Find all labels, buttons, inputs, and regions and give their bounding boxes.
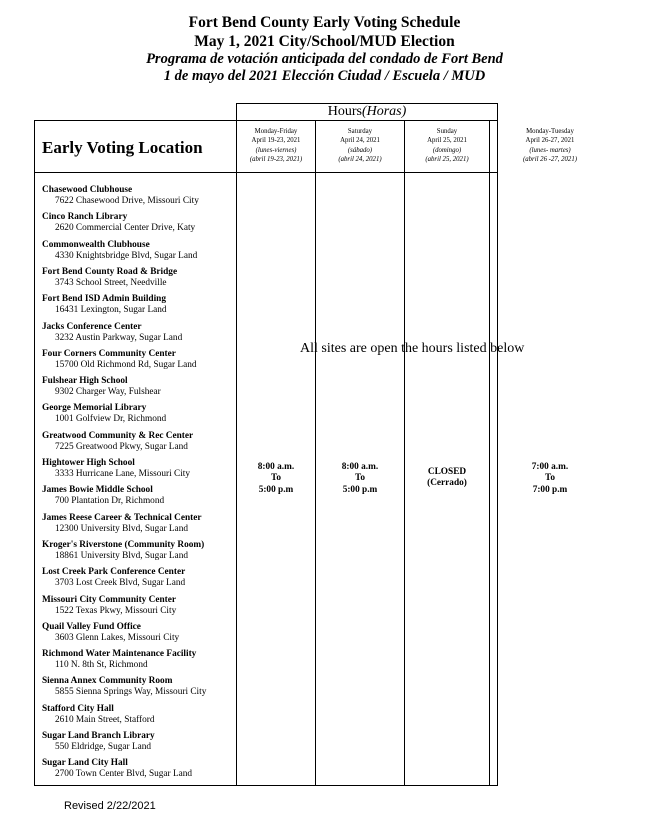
column-day: Monday-Friday — [254, 128, 298, 135]
column-day: Sunday — [436, 128, 458, 135]
location-item — [42, 212, 195, 234]
column-day: Saturday — [347, 128, 373, 135]
document-title-spanish: Programa de votación anticipada del condado de Fort Bend — [146, 51, 503, 67]
column-header-sunday — [405, 127, 489, 165]
hours-to: To — [271, 473, 281, 484]
column-day-spanish: (lunes- martes) — [529, 146, 571, 154]
location-name: Missouri City Community Center — [42, 594, 177, 605]
location-name: Fulshear High School — [42, 376, 128, 387]
location-item — [42, 704, 155, 726]
column-date: April 24, 2021 — [340, 137, 380, 145]
location-name: Four Corners Community Center — [42, 348, 176, 359]
location-item — [42, 376, 161, 398]
location-item — [42, 567, 185, 589]
column-divider-1 — [236, 120, 237, 786]
location-name: Sugar Land City Hall — [42, 758, 128, 769]
table-header-divider — [34, 172, 498, 173]
location-item — [42, 322, 182, 344]
location-name: Greatwood Community & Rec Center — [42, 430, 194, 441]
location-name: Hightower High School — [42, 458, 135, 468]
hours-open: 8:00 a.m. — [257, 462, 295, 472]
location-address: 2620 Commercial Center Drive, Katy — [55, 223, 196, 234]
location-item — [42, 458, 190, 480]
location-item — [42, 758, 192, 780]
location-address: 2700 Town Center Blvd, Sugar Land — [55, 769, 193, 780]
location-item — [42, 240, 197, 262]
location-address: 9302 Charger Way, Fulshear — [55, 387, 161, 398]
location-name: Kroger's Riverstone (Community Room) — [42, 539, 205, 550]
location-item — [42, 403, 166, 425]
location-address: 12300 University Blvd, Sugar Land — [55, 523, 188, 534]
location-item — [42, 485, 164, 507]
location-address: 7225 Greatwood Pkwy, Sugar Land — [55, 441, 188, 452]
location-name: James Bowie Middle School — [42, 485, 153, 496]
location-name: Lost Creek Park Conference Center — [42, 567, 186, 578]
column-divider-4 — [489, 120, 490, 786]
column-header-weekday — [236, 127, 316, 165]
location-name: Chasewood Clubhouse — [42, 185, 133, 195]
location-item — [42, 431, 193, 453]
location-address: 7622 Chasewood Drive, Missouri City — [55, 196, 199, 206]
column-divider-3 — [404, 120, 405, 786]
location-item — [42, 595, 176, 617]
column-date: April 19-23, 2021 — [251, 137, 301, 145]
location-address: 3603 Glenn Lakes, Missouri City — [55, 632, 180, 643]
location-address: 3232 Austin Parkway, Sugar Land — [55, 332, 183, 343]
location-item — [42, 349, 197, 371]
hours-close: 5:00 p.m — [342, 484, 378, 495]
location-name: Stafford City Hall — [42, 703, 114, 714]
column-day-spanish: (domingo) — [432, 146, 462, 154]
hours-closed-spanish: (Cerrado) — [427, 478, 467, 489]
location-address: 5855 Sienna Springs Way, Missouri City — [55, 687, 207, 698]
column-day-spanish: (sábado) — [347, 146, 373, 154]
column-date: April 25, 2021 — [427, 137, 467, 145]
document-subtitle-spanish: 1 de mayo del 2021 Elección Ciudad / Escuela / MUD — [163, 68, 486, 84]
location-item — [42, 676, 206, 698]
location-address: 16431 Lexington, Sugar Land — [55, 305, 167, 316]
location-name: Fort Bend County Road & Bridge — [42, 266, 178, 277]
hours-close: 5:00 p.m — [258, 484, 294, 495]
location-address: 1001 Golfview Dr, Richmond — [55, 414, 167, 425]
location-address: 700 Plantation Dr, Richmond — [55, 496, 165, 507]
document-subtitle: May 1, 2021 City/School/MUD Election — [194, 33, 455, 50]
hours-label-spanish: (Horas) — [361, 104, 407, 119]
location-name: Richmond Water Maintenance Facility — [42, 649, 197, 660]
location-address: 3703 Lost Creek Blvd, Sugar Land — [55, 578, 186, 589]
location-column-header: Early Voting Location — [42, 138, 203, 157]
location-name: James Reese Career & Technical Center — [42, 512, 202, 523]
hours-cell-mon-tue — [490, 462, 610, 496]
location-name: Fort Bend ISD Admin Building — [42, 294, 166, 305]
location-name: Quail Valley Fund Office — [42, 621, 141, 632]
location-name: George Memorial Library — [42, 403, 147, 414]
revised-date: Revised 2/22/2021 — [64, 800, 156, 812]
hours-closed: CLOSED — [427, 467, 467, 477]
hours-open: 8:00 a.m. — [341, 462, 379, 472]
hours-label: Hours — [327, 104, 362, 119]
hours-open: 7:00 a.m. — [531, 462, 569, 472]
table-top-border — [34, 120, 498, 121]
location-item — [42, 294, 167, 316]
location-item — [42, 540, 204, 562]
column-date-spanish: (abril 26 -27, 2021) — [523, 156, 577, 164]
document-title: Fort Bend County Early Voting Schedule — [188, 14, 461, 31]
column-date-spanish: (abril 24, 2021) — [338, 156, 382, 164]
location-address: 15700 Old Richmond Rd, Sugar Land — [55, 359, 197, 370]
location-name: Cinco Ranch Library — [42, 212, 128, 223]
location-item — [42, 267, 177, 289]
column-day: Monday-Tuesday — [526, 128, 574, 135]
column-day-spanish: (lunes-viernes) — [255, 146, 297, 154]
location-name: Sienna Annex Community Room — [42, 676, 173, 687]
location-item — [42, 185, 199, 207]
location-address: 2610 Main Street, Stafford — [55, 714, 155, 725]
table-left-border — [34, 120, 35, 786]
column-date-spanish: (abril 25, 2021) — [425, 156, 469, 164]
table-bottom-border — [34, 785, 498, 786]
hours-header — [236, 104, 498, 120]
location-item — [42, 649, 196, 671]
location-address: 550 Eldridge, Sugar Land — [55, 742, 152, 752]
location-name: Jacks Conference Center — [42, 321, 142, 332]
column-date-spanish: (abril 19-23, 2021) — [249, 156, 303, 164]
column-header-saturday — [316, 127, 404, 165]
hours-cell-saturday — [316, 462, 404, 496]
hours-cell-weekday — [236, 462, 316, 496]
location-name: Sugar Land Branch Library — [42, 731, 155, 741]
hours-to: To — [355, 473, 365, 484]
location-item — [42, 622, 179, 644]
location-address: 110 N. 8th St, Richmond — [55, 660, 148, 671]
location-item — [42, 731, 155, 753]
column-header-mon-tue — [490, 127, 610, 165]
hours-close: 7:00 p.m — [532, 484, 568, 495]
table-right-border — [497, 120, 498, 786]
location-address: 1522 Texas Pkwy, Missouri City — [55, 605, 177, 616]
all-sites-banner: All sites are open the hours listed below — [300, 341, 525, 356]
column-divider-2 — [315, 120, 316, 786]
location-address: 3743 School Street, Needville — [55, 277, 167, 288]
location-address: 18861 University Blvd, Sugar Land — [55, 550, 188, 561]
location-address: 4330 Knightsbridge Blvd, Sugar Land — [55, 250, 198, 261]
location-item — [42, 513, 201, 535]
location-name: Commonwealth Clubhouse — [42, 239, 150, 250]
hours-to: To — [545, 473, 555, 484]
location-address: 3333 Hurricane Lane, Missouri City — [55, 469, 191, 479]
hours-cell-sunday — [405, 467, 489, 490]
column-date: April 26-27, 2021 — [525, 137, 575, 145]
